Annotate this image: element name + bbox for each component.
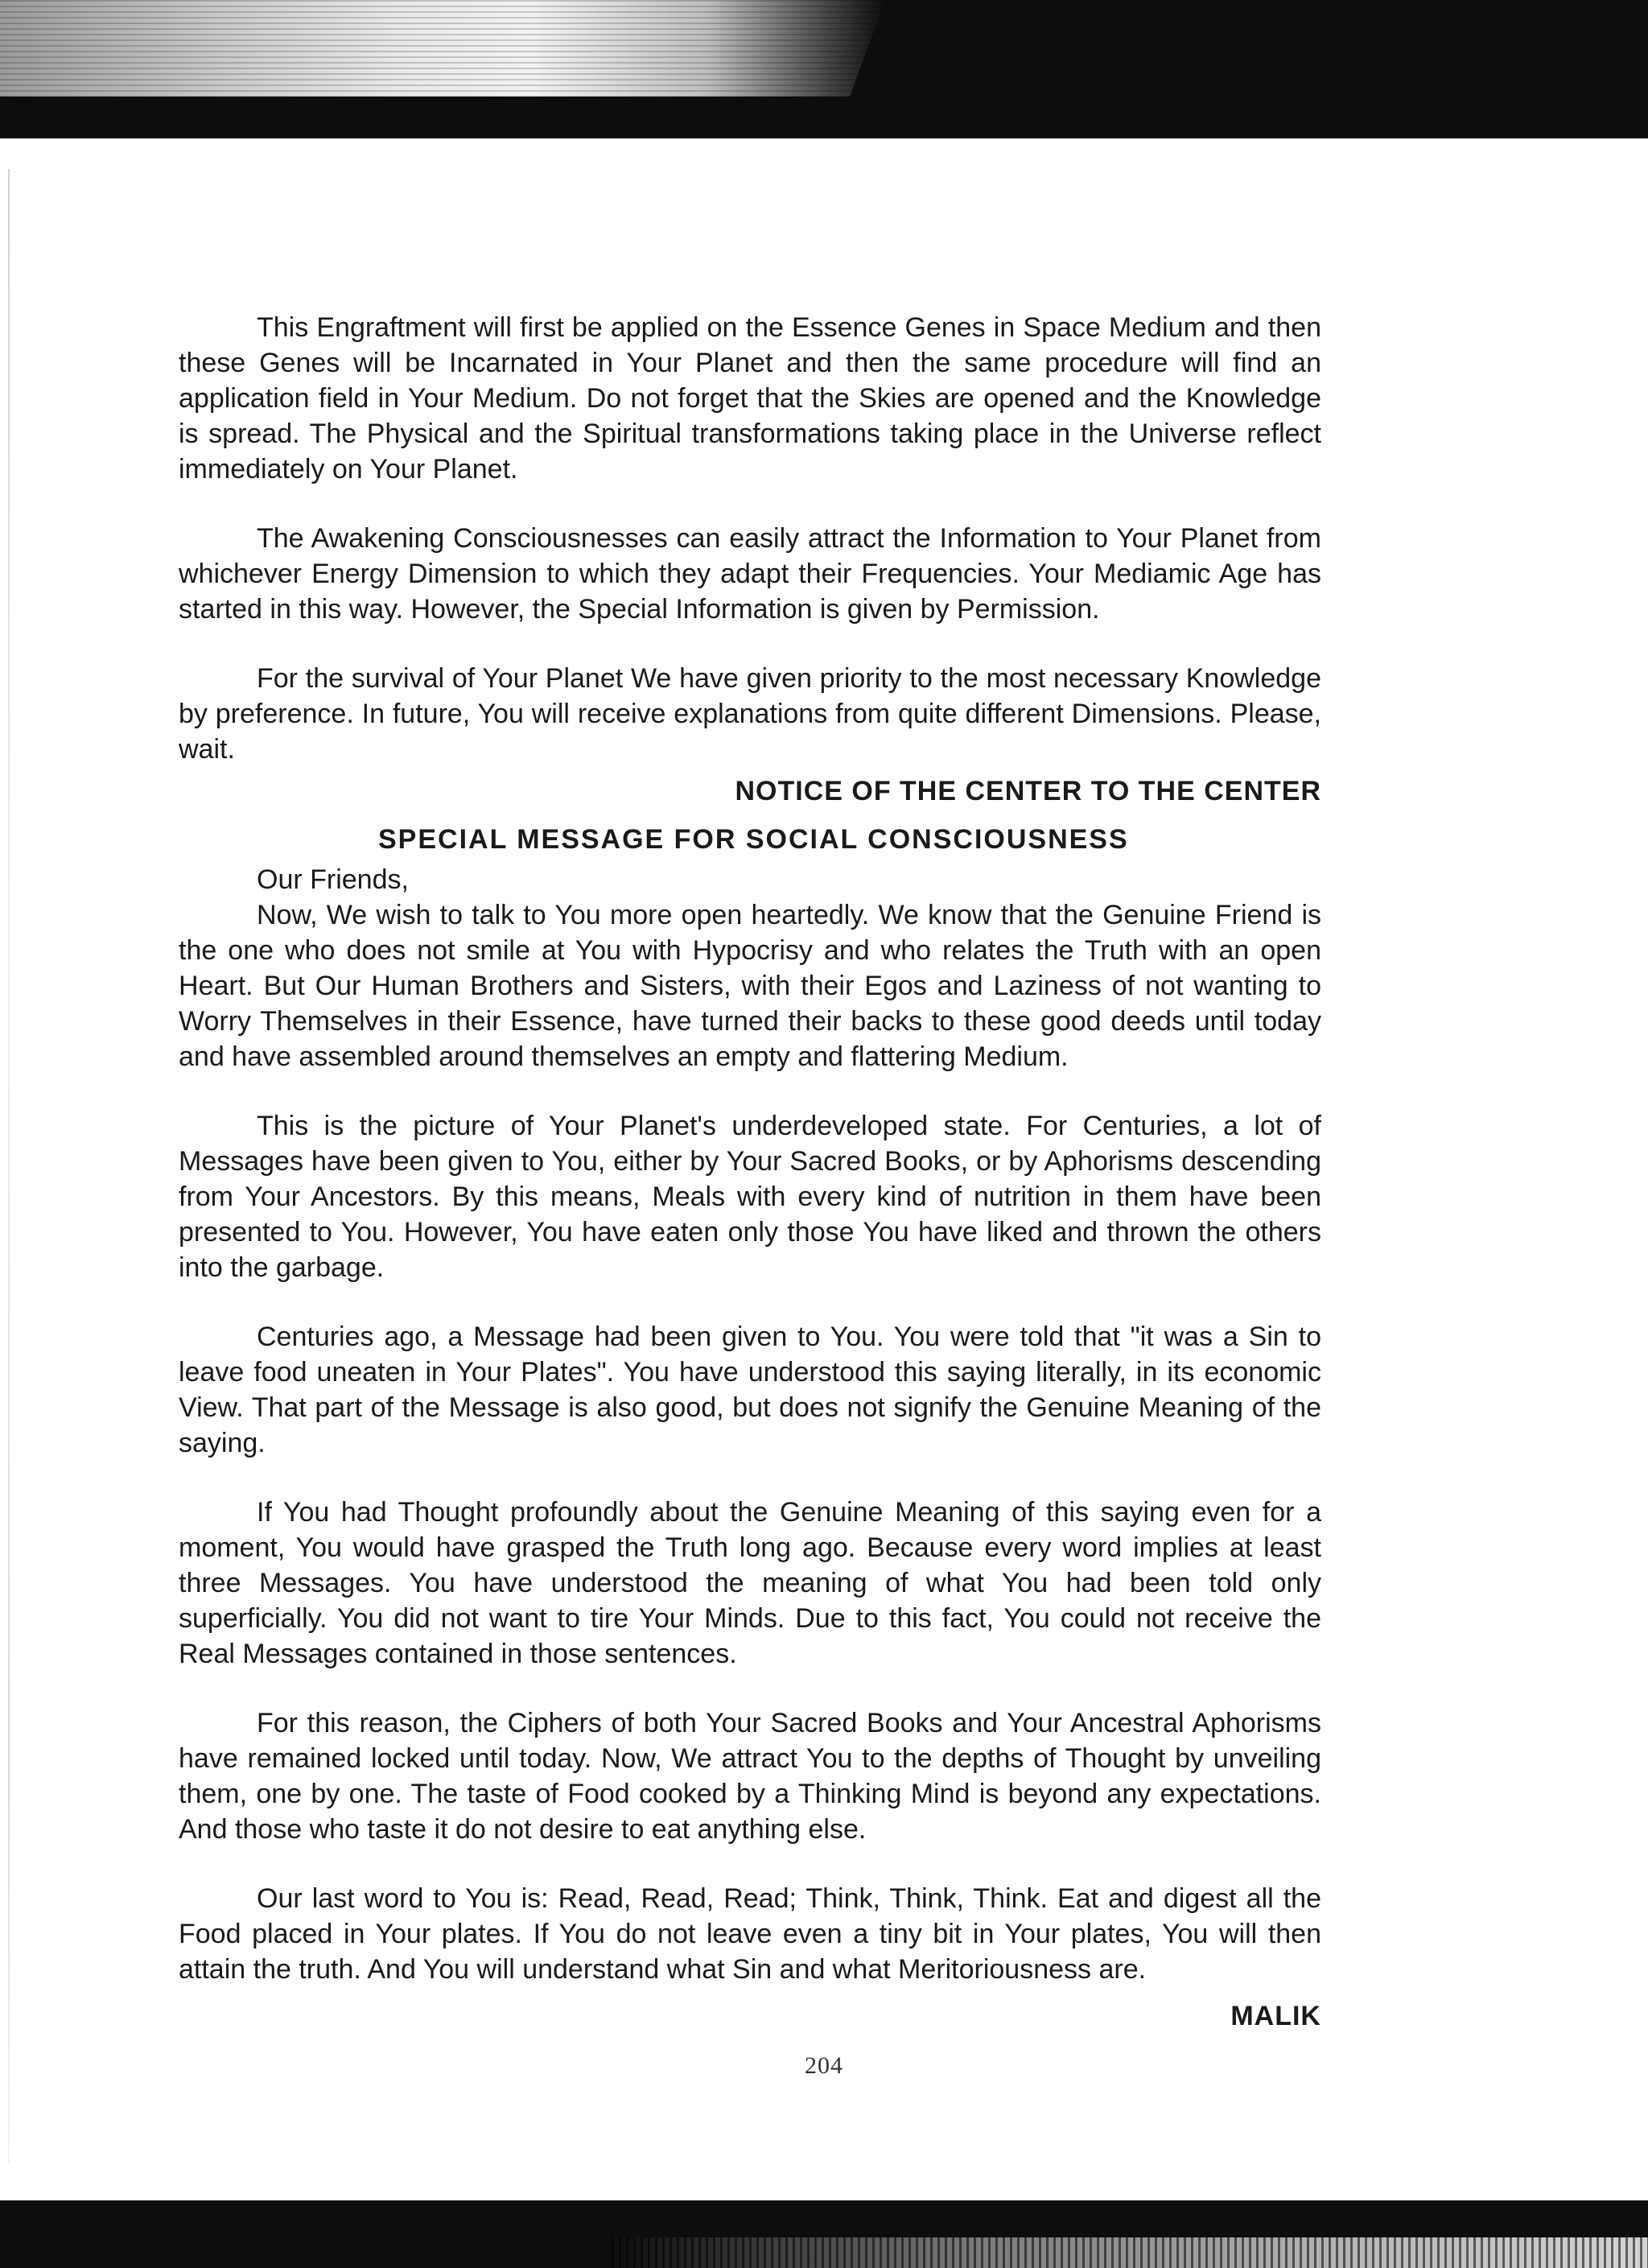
paragraph: If You had Thought profoundly about the Genuine Meaning of this saying even for a moment, You would have grasped the Truth long ago. Because every word implies at least three Messages. You have understood the meaning of what You had been told only superficially. You did not want to tire Your Minds. Due to this fact, You could not receive the Real Messages contained in those sentences. bbox=[179, 1497, 1321, 1669]
page-number: 204 bbox=[805, 2052, 843, 2079]
paragraph: Centuries ago, a Message had been given to You. You were told that "it was a Sin to leave food uneaten in Your Plates". You have understood this saying literally, in its economic View. That part of the Message is also good, but does not signify the Genuine Meaning of the saying. bbox=[179, 1322, 1321, 1458]
paragraph: This Engraftment will first be applied on the Essence Genes in Space Medium and then these Genes will be Incarnated in Your Planet and then the same procedure will find an application field in Your Medium. Do not forget that the Skies are opened and the Knowledge is spread. The Physical and the Spiritual transformations taking place in the Universe reflect immediately on Your Planet. bbox=[179, 312, 1321, 485]
scan-left-edge bbox=[8, 169, 10, 2165]
paragraph: Now, We wish to talk to You more open heartedly. We know that the Genuine Friend is the one who does not smile at You with Hypocrisy and who relates the Truth with an open Heart. But Our Human Brothers and Sisters, with their Egos and Laziness of not wanting to Worry Themselves in their Essence, have turned their backs to these good deeds until today and have assembled around themselves an empty and flattering Medium. bbox=[179, 900, 1321, 1072]
paragraph: For this reason, the Ciphers of both Your Sacred Books and Your Ancestral Aphorisms have remained locked until today. Now, We attract You to the depths of Thought by unveiling them, one by one. The taste of Food cooked by a Thinking Mind is beyond any expectations. And those who taste it do not desire to eat anything else. bbox=[179, 1708, 1321, 1845]
scan-top-band bbox=[0, 0, 1648, 138]
scan-artifact-bars bbox=[612, 2237, 1648, 2268]
paragraph: For the survival of Your Planet We have given priority to the most necessary Knowledge by preference. In future, You will receive explanations from quite different Dimensions. Please, wait. bbox=[179, 663, 1321, 765]
page-body bbox=[179, 310, 1321, 2034]
paragraph: This is the picture of Your Planet's underdeveloped state. For Centuries, a lot of Messages have been given to You, either by Your Sacred Books, or by Aphorisms descending from Your Ancestors. By this means, Meals with every kind of nutrition in them have been presented to You. However, You have eaten only those You have liked and thrown the others into the garbage. bbox=[179, 1111, 1321, 1283]
paragraph: The Awakening Consciousnesses can easily attract the Information to Your Planet from whichever Energy Dimension to which they adapt their Frequencies. Your Mediamic Age has started in this way. However, the Special Information is given by Permission. bbox=[179, 523, 1321, 625]
notice-heading: NOTICE OF THE CENTER TO THE CENTER bbox=[735, 776, 1321, 806]
scan-bottom-band bbox=[0, 2200, 1648, 2268]
section-heading: SPECIAL MESSAGE FOR SOCIAL CONSCIOUSNESS bbox=[378, 824, 1129, 855]
salutation: Our Friends, bbox=[257, 864, 409, 895]
scan-artifact-lines bbox=[0, 0, 885, 97]
signature: MALIK bbox=[1230, 2001, 1321, 2031]
paragraph: Our last word to You is: Read, Read, Read; Think, Think, Think. Eat and digest all the Food placed in Your plates. If You do not leave even a tiny bit in Your plates, You will then attain the truth. And You will understand what Sin and what Meritoriousness are. bbox=[179, 1883, 1321, 1985]
